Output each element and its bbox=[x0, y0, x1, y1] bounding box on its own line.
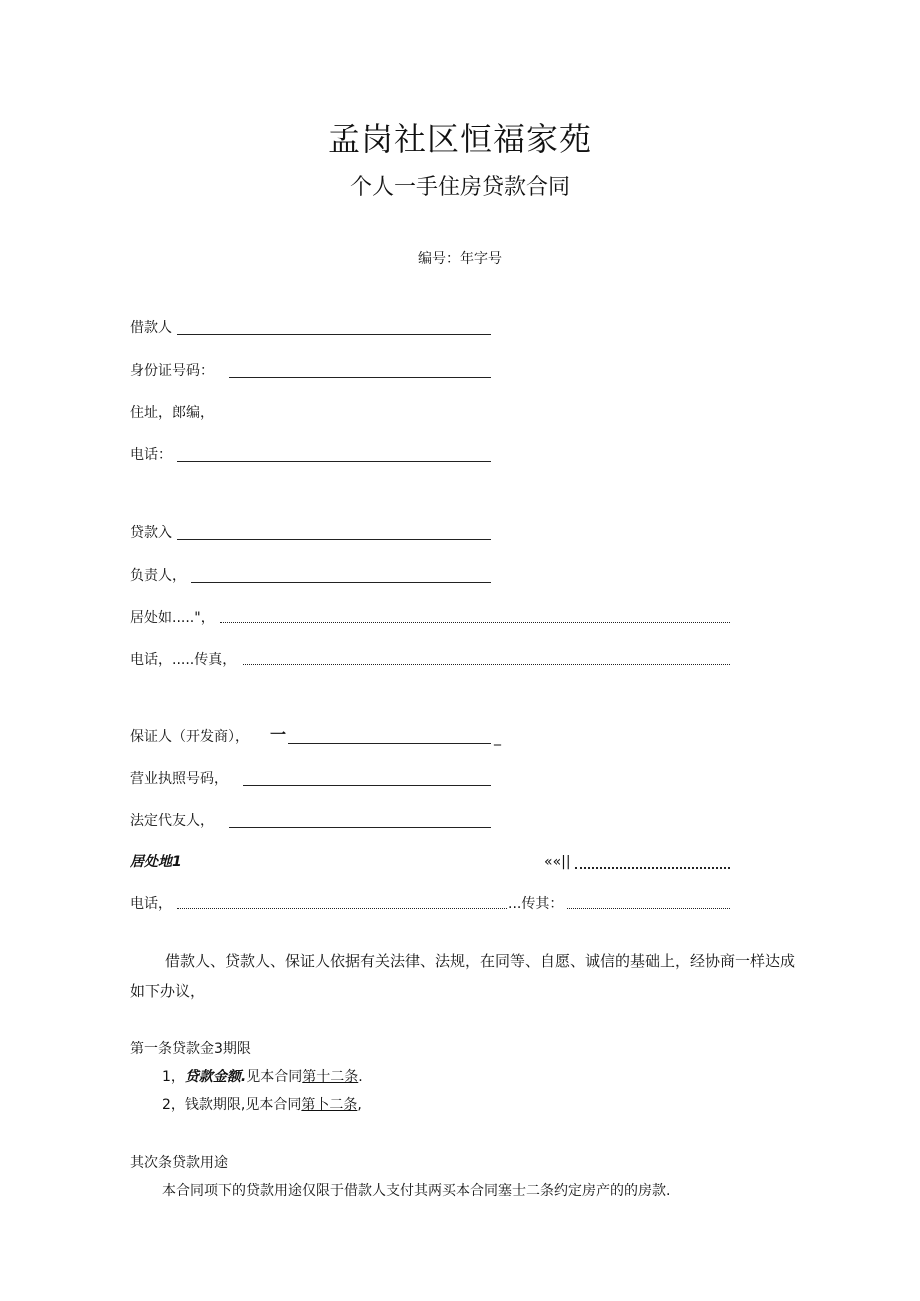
guarantor-tail-mark: _ bbox=[494, 730, 501, 746]
guarantor-fax-blank bbox=[567, 908, 730, 909]
borrower-name-blank bbox=[177, 334, 491, 335]
loan-amount-label: 贷款金额. bbox=[184, 1069, 247, 1085]
borrower-id-blank bbox=[229, 377, 491, 378]
guarantor-location-mark: ««|| bbox=[544, 854, 571, 870]
contract-serial-number: 编号：年字号 bbox=[418, 251, 502, 267]
item-text: 见本合同 bbox=[246, 1069, 303, 1085]
lender-name-blank bbox=[177, 539, 491, 540]
lender-name-label: 贷款入 bbox=[130, 525, 172, 541]
guarantor-legal-rep-blank bbox=[229, 827, 491, 828]
guarantor-location-label: 居处地1 bbox=[130, 854, 182, 870]
guarantor-dash-mark: 一 bbox=[270, 725, 287, 744]
document-title: 孟岗社区恒福家苑 bbox=[327, 120, 592, 158]
preamble-line-2: 如下办议， bbox=[130, 982, 206, 1000]
lender-phone-fax-blank bbox=[243, 664, 730, 665]
guarantor-phone-label: 电话， bbox=[130, 896, 172, 912]
lender-manager-blank bbox=[191, 582, 491, 583]
borrower-name-label: 借款人 bbox=[130, 320, 172, 336]
lender-address-blank bbox=[220, 622, 730, 623]
guarantor-license-blank bbox=[243, 785, 491, 786]
borrower-id-label: 身份证号码： bbox=[130, 363, 214, 379]
item-end: . bbox=[358, 1069, 363, 1085]
item-text: 钱款期限,见本合同 bbox=[184, 1097, 302, 1113]
lender-manager-label: 负责人， bbox=[130, 568, 186, 584]
guarantor-legal-rep-label: 法定代友人， bbox=[130, 813, 214, 829]
item-number: 1， bbox=[162, 1069, 185, 1085]
guarantor-fax-label: ...传其： bbox=[508, 896, 564, 912]
borrower-phone-label: 电话： bbox=[130, 447, 172, 463]
article-2-body: 本合同项下的贷款用途仅限于借款人支付其两买本合同塞士二条约定房产的的房款. bbox=[162, 1183, 671, 1199]
item-number: 2， bbox=[162, 1097, 185, 1113]
lender-address-label: 居处如....."， bbox=[130, 610, 215, 626]
article-2-heading: 其次条贷款用途 bbox=[130, 1155, 228, 1171]
borrower-phone-blank bbox=[177, 461, 491, 462]
guarantor-name-blank bbox=[288, 743, 491, 744]
guarantor-license-label: 营业执照号码， bbox=[130, 771, 228, 787]
article-1-item-2 bbox=[162, 1090, 362, 1120]
guarantor-phone-blank bbox=[177, 908, 507, 909]
item-end: , bbox=[357, 1097, 362, 1113]
article-1-heading: 第一条贷款金3期限 bbox=[130, 1041, 251, 1057]
lender-phone-fax-label: 电话，.....传真， bbox=[130, 652, 237, 668]
borrower-address-label: 住址，郎编， bbox=[130, 405, 214, 421]
article-reference: 第卜二条 bbox=[301, 1097, 358, 1113]
preamble-line-1: 借款人、贷款人、保证人依据有关法律、法规，在同等、自愿、诚信的基础上，经协商一样达成 bbox=[165, 952, 796, 970]
guarantor-name-label: 保证人（开发商）， bbox=[130, 729, 249, 745]
article-1-item-1 bbox=[162, 1062, 363, 1092]
guarantor-location-blank bbox=[575, 867, 730, 869]
article-reference: 第十二条 bbox=[302, 1069, 359, 1085]
document-subtitle: 个人一手住房贷款合同 bbox=[349, 175, 570, 200]
